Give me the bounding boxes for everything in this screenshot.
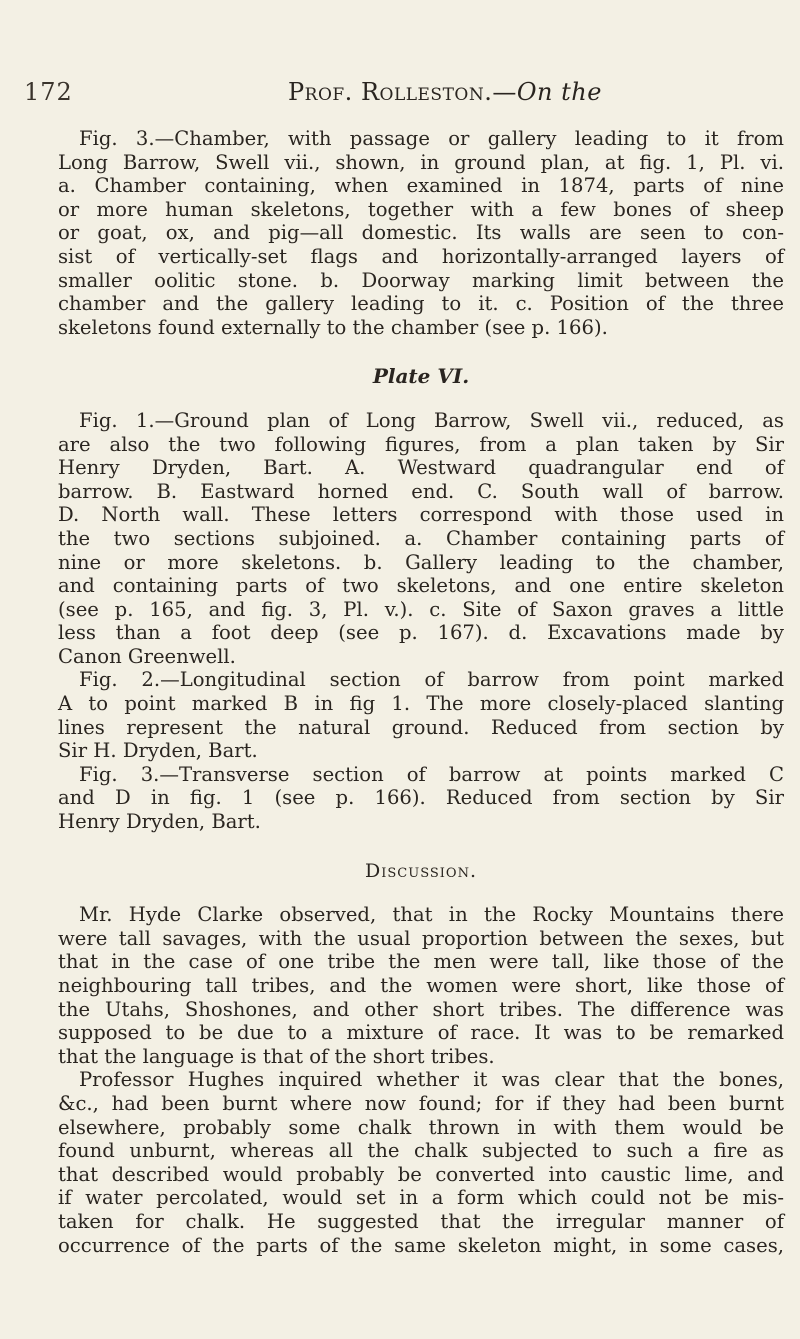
text-line: Henry Dryden, Bart. A. Westward quadrangular end of xyxy=(58,456,784,480)
page-number: 172 xyxy=(24,78,73,106)
text-line: elsewhere, probably some chalk thrown in with them would be xyxy=(58,1115,784,1139)
discussion-paragraph-2 xyxy=(58,1068,784,1257)
plate-heading: Plate VI. xyxy=(372,364,470,389)
text-line: chamber and the gallery leading to it. c. Position of the three xyxy=(58,292,784,316)
running-head-subject: On the xyxy=(516,78,602,106)
text-line: Fig. 2.—Longitudinal section of barrow from point marked xyxy=(79,668,784,692)
text-line: (see p. 165, and fig. 3, Pl. v.). c. Site of Saxon graves a little xyxy=(58,597,784,621)
text-line: Mr. Hyde Clarke observed, that in the Rocky Mountains there xyxy=(79,903,784,927)
text-line: barrow. B. Eastward horned end. C. South wall of barrow. xyxy=(58,479,784,503)
text-line: taken for chalk. He suggested that the irregular manner of xyxy=(58,1209,784,1233)
plate-fig3-paragraph xyxy=(58,763,784,834)
text-line: a. Chamber containing, when examined in 1874, parts of nine xyxy=(58,174,784,198)
text-line: supposed to be due to a mixture of race. It was to be remarked xyxy=(58,1021,784,1045)
text-line: Fig. 1.—Ground plan of Long Barrow, Swell vii., reduced, as xyxy=(79,408,784,432)
text-line: and containing parts of two skeletons, and one entire skeleton xyxy=(58,574,784,598)
text-line: the two sections subjoined. a. Chamber containing parts of xyxy=(58,526,784,550)
running-head xyxy=(288,78,602,106)
text-line: Fig. 3.—Transverse section of barrow at points marked C xyxy=(79,762,784,786)
text-line: Professor Hughes inquired whether it was clear that the bones, xyxy=(79,1068,784,1092)
text-line: smaller oolitic stone. b. Doorway marking limit between the xyxy=(58,268,784,292)
text-line: Canon Greenwell. xyxy=(58,644,236,668)
running-head-separator: — xyxy=(492,78,517,106)
discussion-heading: Discussion. xyxy=(365,859,477,882)
text-line: were tall savages, with the usual proportion between the sexes, but xyxy=(58,926,784,950)
text-line: sist of vertically-set flags and horizontally-arranged layers of xyxy=(58,244,784,268)
text-line: that in the case of one tribe the men were tall, like those of the xyxy=(58,950,784,974)
text-line: Long Barrow, Swell vii., shown, in ground plan, at fig. 1, Pl. vi. xyxy=(58,150,784,174)
text-line: are also the two following figures, from a plan taken by Sir xyxy=(58,432,784,456)
plate-fig1-paragraph xyxy=(58,409,784,669)
text-line: or more human skeletons, together with a few bones of sheep xyxy=(58,197,784,221)
text-line: D. North wall. These letters correspond with those used in xyxy=(58,503,784,527)
text-line: and D in fig. 1 (see p. 166). Reduced from section by Sir xyxy=(58,786,784,810)
text-line: lines represent the natural ground. Reduced from section by xyxy=(58,715,784,739)
discussion-paragraph-1 xyxy=(58,903,784,1068)
text-line: neighbouring tall tribes, and the women were short, like those of xyxy=(58,974,784,997)
page-body xyxy=(58,127,784,1257)
text-line: the Utahs, Shoshones, and other short tribes. The difference was xyxy=(58,997,784,1021)
text-line: skeletons found externally to the chamber (see p. 166). xyxy=(58,315,608,339)
text-line: &c., had been burnt where now found; for if they had been burnt xyxy=(58,1091,784,1115)
plate-fig2-paragraph xyxy=(58,668,784,762)
text-line: found unburnt, whereas all the chalk subjected to such a fire as xyxy=(58,1139,784,1163)
text-line: A to point marked B in fig 1. The more closely-placed slanting xyxy=(58,692,784,716)
text-line: Sir H. Dryden, Bart. xyxy=(58,739,258,763)
text-line: that the language is that of the short tribes. xyxy=(58,1044,495,1068)
text-line: or goat, ox, and pig—all domestic. Its walls are seen to con- xyxy=(58,221,784,245)
running-head-author: Prof. Rolleston. xyxy=(288,78,493,106)
text-line: less than a foot deep (see p. 167). d. Excavations made by xyxy=(58,621,784,645)
fig3-caption-paragraph xyxy=(58,127,784,339)
text-line: that described would probably be converted into caustic lime, and xyxy=(58,1162,784,1186)
text-line: if water percolated, would set in a form which could not be mis- xyxy=(58,1186,784,1210)
text-line: nine or more skeletons. b. Gallery leading to the chamber, xyxy=(58,550,784,574)
text-line: Henry Dryden, Bart. xyxy=(58,810,261,834)
text-line: Fig. 3.—Chamber, with passage or gallery leading to it from xyxy=(79,127,784,150)
text-line: occurrence of the parts of the same skeleton might, in some cases, xyxy=(58,1233,784,1257)
